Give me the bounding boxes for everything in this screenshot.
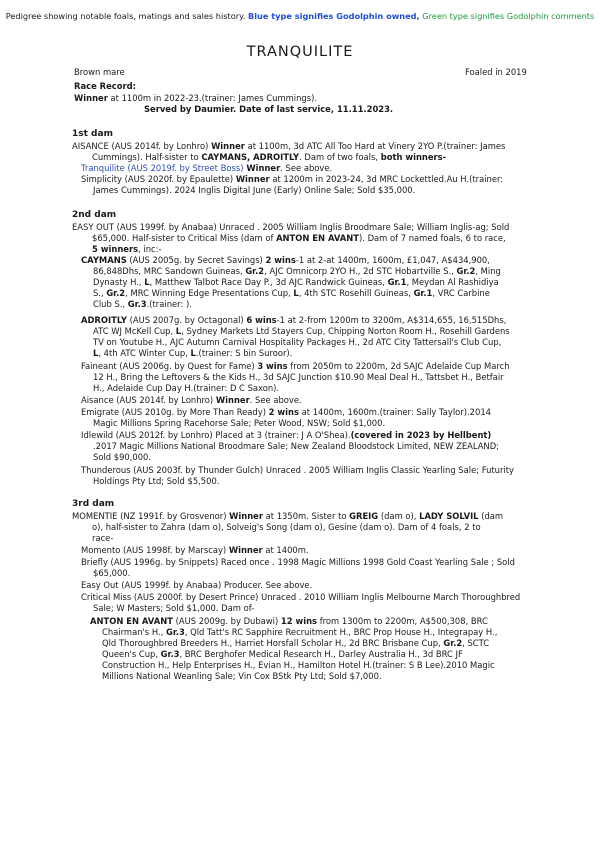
second-dam-anton: ANTON EN AVANT: [276, 233, 359, 243]
critical-l2: Sale; W Masters; Sold $1,000. Dam of-: [93, 603, 255, 613]
caymans-l4c: , 4th STC Rosehill Guineas,: [298, 288, 414, 298]
second-dam-inc: , inc:-: [138, 244, 162, 254]
caymans-breeding: (AUS 2005g. by Secret Savings): [126, 255, 266, 265]
anton-l4b: , BRC Berghofer Medical Research H., Darley Australia H., 3d BRC JF: [179, 649, 463, 659]
foal-tranquilite: [81, 163, 332, 174]
first-dam-line2: Cummings). Half-sister to: [92, 152, 202, 162]
caymans-l5a: Club S.,: [93, 299, 128, 309]
adroitly-breeding: (AUS 2007g. by Octagonal): [126, 315, 247, 325]
anton-l2a: Chairman's H.,: [102, 627, 166, 637]
first-dam-siblings: CAYMANS, ADROITLY: [201, 152, 300, 162]
first-dam-entry: [72, 141, 542, 163]
caymans-l4d: , VRC Carbine: [432, 288, 490, 298]
anton-l4a: Queen's Cup,: [102, 649, 161, 659]
momento-winner: Winner: [228, 545, 263, 555]
emigrate-l2: Magic Millions Spring Racehorse Sale; Peter Wood, NSW; Sold $1,000.: [93, 418, 386, 428]
foal-idlewild: [81, 430, 543, 463]
foal-caymans: [81, 255, 543, 310]
caymans-l3c: , Meydan Al Rashidiya: [406, 277, 499, 287]
foal-tranquilite-rest: . See above.: [280, 163, 333, 173]
third-dam-l1b: at 1350m. Sister to: [262, 511, 350, 521]
caymans-l2a: 86,848Dhs, MRC Sandown Guineas,: [93, 266, 246, 276]
third-dam-greig: GREIG: [349, 511, 379, 521]
anton-l2b: , Qld Tatt's RC Sapphire Recruitment H., BRC Prop House H., Integrapay H.,: [184, 627, 498, 637]
adroitly-wins: 6 wins: [246, 315, 277, 325]
idlewild-covered: (covered in 2023 by Hellbent): [350, 430, 492, 440]
anton-l3-g2: Gr.2: [443, 638, 463, 648]
adroitly-l4-L: L: [93, 348, 99, 358]
caymans-l4a: S.,: [93, 288, 107, 298]
caymans-l3-g1: Gr.1: [387, 277, 407, 287]
anton-l6: Millions National Weanling Sale; Vin Cox BStk Pty Ltd; Sold $7,000.: [102, 671, 382, 681]
horse-description: Brown mare: [74, 67, 125, 77]
faineant-name: Faineant (AUS 2006g. by Quest for Fame): [81, 361, 258, 371]
third-dam-l2: o), half-sister to Zahra (dam o), Solveig's Song (dam o), Gesine (dam o). Dam of 4 foals, 2 to: [92, 522, 481, 532]
idlewild-l2: .2017 Magic Millions National Broodmare Sale; New Zealand Bloodstock Limited, NEW ZEALAND;: [93, 441, 499, 451]
horse-name: TRANQUILITE: [246, 44, 354, 60]
foal-critical-miss: [81, 592, 543, 614]
adroitly-l3: TV on Youtube H., AJC Autumn Carnival Hospitality Packages H., 2d ATC City Tattersall's Club Cup,: [93, 337, 502, 347]
caymans-l3a: Dynasty H.,: [93, 277, 145, 287]
adroitly-l2-L: L: [175, 326, 182, 336]
aisance-winner: Winner: [215, 395, 250, 405]
header-note-text: Pedigree showing notable foals, matings and sales history.: [5, 11, 246, 21]
served-line: Served by Daumier. Date of last service, 11.11.2023.: [144, 104, 394, 114]
third-dam-l1d: (dam: [478, 511, 504, 521]
foal-anton-en-avant: [90, 616, 542, 682]
caymans-l3-L: L: [144, 277, 150, 287]
emigrate-l1b: at 1400m, 1600m.(trainer: Sally Taylor).2014: [298, 407, 491, 417]
anton-breeding: (AUS 2009g. by Dubawi): [172, 616, 281, 626]
race-record-winner: Winner: [74, 93, 108, 103]
momento-name: Momento (AUS 1998f. by Marscay): [81, 545, 229, 555]
second-dam-entry: [72, 222, 542, 255]
foal-simplicity-winner: Winner: [235, 174, 270, 184]
foal-simplicity-name: Simplicity (AUS 2020f. by Epaulette): [81, 174, 236, 184]
race-record-detail: at 1100m in 2022-23.(trainer: James Cummings).: [107, 93, 318, 103]
caymans-l5b: .(trainer: ).: [146, 299, 192, 309]
first-dam-line2b: . Dam of two foals,: [299, 152, 381, 162]
blue-note: Blue type signifies Godolphin owned,: [247, 11, 420, 21]
caymans-name: CAYMANS: [81, 255, 127, 265]
caymans-l4-g1: Gr.1: [413, 288, 433, 298]
critical-l1: Critical Miss (AUS 2000f. by Desert Prince) Unraced . 2010 William Inglis Melbourne March Thoroughbred: [81, 592, 521, 602]
second-dam-line2b: ). Dam of 7 named foals, 6 to race,: [359, 233, 506, 243]
anton-l2-g3: Gr.3: [165, 627, 185, 637]
second-dam-line2a: $65,000. Half-sister to Critical Miss (dam of: [92, 233, 277, 243]
anton-name: ANTON EN AVANT: [90, 616, 173, 626]
third-dam-l1c: (dam o),: [378, 511, 420, 521]
second-dam-line1: EASY OUT (AUS 1999f. by Anabaa) Unraced . 2005 William Inglis Broodmare Sale; William Inglis-ag; Sold: [72, 222, 510, 232]
third-dam-lady-solvil: LADY SOLVIL: [419, 511, 479, 521]
caymans-l2-g2: Gr.2: [245, 266, 265, 276]
adroitly-l4b: .(trainer: S bin Suroor).: [195, 348, 293, 358]
emigrate-wins: 2 wins: [268, 407, 299, 417]
anton-l1b: from 1300m to 2200m, A$500,308, BRC: [317, 616, 488, 626]
adroitly-name: ADROITLY: [81, 315, 127, 325]
foal-simplicity-line2: James Cummings). 2024 Inglis Digital June (Early) Online Sale; Sold $35,000.: [93, 185, 416, 195]
second-dam-heading: 2nd dam: [72, 210, 117, 220]
thunderous-l2: Holdings Pty Ltd; Sold $5,500.: [93, 476, 220, 486]
third-dam-l3: race-: [92, 533, 114, 543]
first-dam-detail: at 1100m, 3d ATC All Too Hard at Vinery 2YO P.(trainer: James: [244, 141, 506, 151]
first-dam-heading: 1st dam: [72, 129, 113, 139]
race-record-line: [74, 93, 317, 104]
anton-l5: Construction H., Help Enterprises H., Evian H., Hamilton Hotel H.(trainer: S B Lee).2010 Magic: [102, 660, 495, 670]
foal-momento: [81, 545, 309, 556]
third-dam-heading: 3rd dam: [72, 499, 115, 509]
aisance-name: Aisance (AUS 2014f. by Lonhro): [81, 395, 216, 405]
anton-l3a: Qld Thoroughbred Breeders H., Harriet Horsfall Scholar H., 2d BRC Brisbane Cup,: [102, 638, 444, 648]
thunderous-l1: Thunderous (AUS 2003f. by Thunder Gulch) Unraced . 2005 William Inglis Classic Yearling Sale; Futurity: [81, 465, 514, 475]
foal-briefly: [81, 557, 543, 579]
foal-tranquilite-name[interactable]: Tranquilite (AUS 2019f. by Street Boss): [81, 163, 244, 173]
foal-thunderous: [81, 465, 543, 487]
briefly-l1: Briefly (AUS 1996g. by Snippets) Raced once . 1998 Magic Millions 1998 Gold Coast Yearling Sale ; Sold: [81, 557, 515, 567]
third-dam-name: MOMENTIE (NZ 1991f. by Grosvenor): [72, 511, 230, 521]
idlewild-name: Idlewild (AUS 2012f. by Lonhro) Placed at 3 (trainer: J A O'Shea).: [81, 430, 351, 440]
caymans-l2c: , Ming: [475, 266, 501, 276]
momento-rest: at 1400m.: [262, 545, 309, 555]
foal-tranquilite-winner: Winner: [243, 163, 281, 173]
caymans-wins: 2 wins: [265, 255, 296, 265]
foal-adroitly: [81, 315, 543, 359]
caymans-l4-g2: Gr.2: [106, 288, 126, 298]
aisance-rest: . See above.: [249, 395, 302, 405]
caymans-l1b: -1 at 2-at 1400m, 1600m, £1,047, A$434,900,: [295, 255, 490, 265]
caymans-l3b: , Matthew Talbot Race Day P., 3d AJC Randwick Guineas,: [149, 277, 388, 287]
first-dam-winner: Winner: [211, 141, 245, 151]
caymans-l4b: , MRC Winning Edge Presentations Cup,: [125, 288, 294, 298]
foaled-year: Foaled in 2019: [465, 67, 527, 77]
anton-l3b: , SCTC: [462, 638, 490, 648]
idlewild-l3: Sold $90,000.: [93, 452, 152, 462]
first-dam-name: AISANCE (AUS 2014f. by Lonhro): [72, 141, 212, 151]
foal-aisance: [81, 395, 302, 406]
adroitly-l4a: , 4th ATC Winter Cup,: [98, 348, 191, 358]
second-dam-winners: 5 winners: [92, 244, 139, 254]
caymans-l4-L: L: [293, 288, 299, 298]
race-record-label: Race Record:: [74, 81, 136, 91]
foal-simplicity: [81, 174, 541, 196]
faineant-l1b: from 2050m to 2200m, 2d SAJC Adelaide Cup March: [287, 361, 510, 371]
first-dam-winners: both winners-: [380, 152, 447, 162]
faineant-l2: 12 H., Bring the Leftovers & the Kids H., 3d SAJC Junction $10.90 Meal Deal H., Tattsbet H., Betfair: [93, 372, 504, 382]
adroitly-l4-L2: L: [190, 348, 196, 358]
emigrate-name: Emigrate (AUS 2010g. by More Than Ready): [81, 407, 269, 417]
anton-wins: 12 wins: [280, 616, 318, 626]
foal-faineant: [81, 361, 543, 394]
foal-easyout: Easy Out (AUS 1999f. by Anabaa) Producer. See above.: [81, 580, 313, 590]
third-dam-winner: Winner: [229, 511, 263, 521]
briefly-l2: $65,000.: [93, 568, 131, 578]
adroitly-l2b: , Sydney Markets Ltd Stayers Cup, Chipping Norton Room H., Rosehill Gardens: [181, 326, 510, 336]
green-note: Green type signifies Godolphin comments: [422, 11, 595, 21]
caymans-l2-g2b: Gr.2: [456, 266, 476, 276]
caymans-l5-g3: Gr.3: [127, 299, 147, 309]
third-dam-entry: [72, 511, 542, 544]
caymans-l2b: , AJC Omnicorp 2YO H., 2d STC Hobartville S.,: [264, 266, 457, 276]
foal-simplicity-detail: at 1200m in 2023-24, 3d MRC Lockettled.Au H.(trainer:: [269, 174, 504, 184]
foal-emigrate: [81, 407, 543, 429]
adroitly-l2a: ATC WJ McKell Cup,: [93, 326, 176, 336]
faineant-wins: 3 wins: [257, 361, 288, 371]
anton-l4-g3: Gr.3: [160, 649, 180, 659]
header-note: [0, 11, 600, 21]
faineant-l3: H., Adelaide Cup Day H.(trainer: D C Saxon).: [93, 383, 280, 393]
adroitly-l1b: -1 at 2-from 1200m to 3200m, A$314,655, 16,515Dhs,: [276, 315, 507, 325]
